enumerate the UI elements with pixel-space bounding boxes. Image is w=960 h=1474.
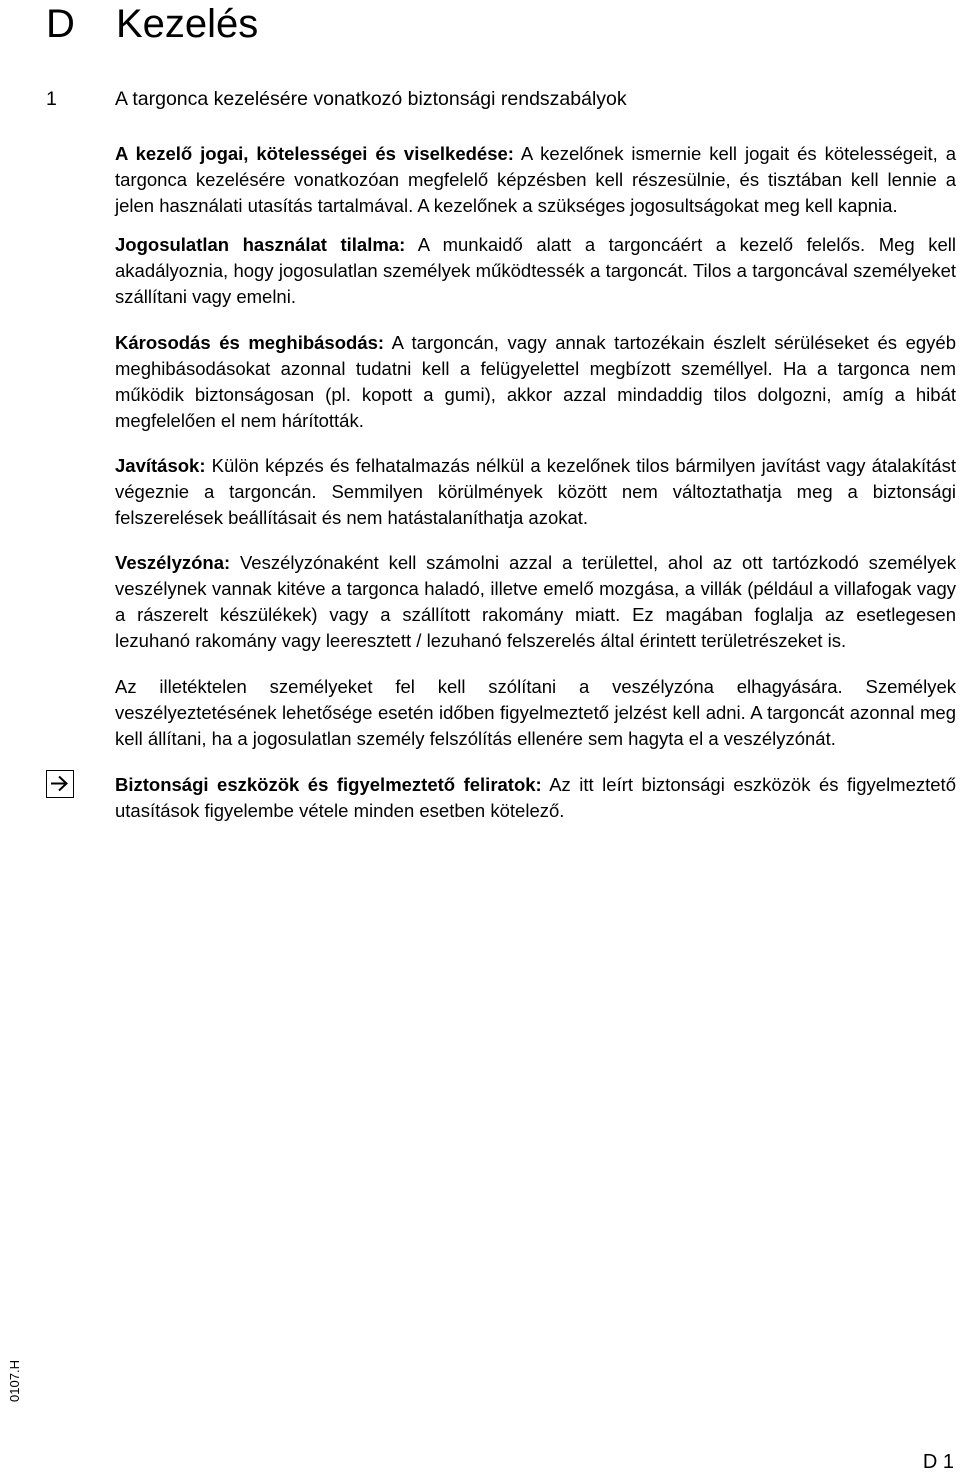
paragraph-heading: Veszélyzóna: [115, 552, 231, 573]
paragraph-body: Az itt leírt biztonsági eszközök és figyelmeztető utasítások figyelembe vétele minden esetben kötelező. [115, 774, 956, 821]
paragraph-heading: Javítások: [115, 455, 206, 476]
chapter-title: Kezelés [116, 2, 259, 46]
paragraph-safety-devices [115, 772, 956, 824]
chapter-heading [46, 0, 258, 48]
paragraph-body: Az illetéktelen személyeket fel kell szólítani a veszélyzóna elhagyására. Személyek veszélyeztetésének lehetősége esetén időben figyelmeztető jelzést kell adni. A targoncát azonnal meg kell állítani, ha a jogosulatlan személy felszólítás ellenére sem hagyta el a veszélyzónát. [115, 676, 956, 749]
paragraph-body: Külön képzés és felhatalmazás nélkül a kezelőnek tilos bármilyen javítást vagy átalakítást végeznie a targoncán. Semmilyen körülmények között nem változtathatja meg a biztonsági felszerelések beállításait és nem hatástalaníthatja azokat. [115, 455, 956, 528]
paragraph-danger-zone [115, 550, 956, 654]
paragraph-body: Veszélyzónaként kell számolni azzal a területtel, ahol az ott tartózkodó személyek veszélynek vannak kitéve a targonca haladó, illetve emelő mozgása, a villák (például a villafogak vagy a rászerelt készülékek) vagy a szállított rakomány miatt. Ez magában foglalja az esetlegesen lezuhanó rakomány vagy leeresztett / lezuhanó felszerelés által érintett területrészeket is. [115, 552, 956, 651]
paragraph-body: A targoncán, vagy annak tartozékain észlelt sérüléseket és egyéb meghibásodásokat azonnal tudatni kell a felügyelettel megbízott személlyel. Ha a targonca nem működik biztonságosan (pl. kopott a gumi), akkor azzal mindaddig tilos dolgozni, amíg a hibát megfelelően el nem hárították. [115, 332, 956, 431]
paragraph-body: A kezelőnek ismernie kell jogait és kötelességeit, a targonca kezelésére vonatkozóan megfelelő képzésben kell részesülnie, és tisztában kell lennie a jelen használati utasítás tartalmával. A kezelőnek a szükséges jogosultságokat meg kell kapnia. [115, 143, 956, 216]
paragraph-body: A munkaidő alatt a targoncáért a kezelő felelős. Meg kell akadályoznia, hogy jogosulatlan személyek működtessék a targoncát. Tilos a targoncával személyeket szállítani vagy emelni. [115, 234, 956, 307]
chapter-letter: D [46, 2, 75, 46]
paragraph-operator-rights [115, 141, 956, 219]
body-content [115, 141, 956, 824]
paragraph-heading: Károsodás és meghibásodás: [115, 332, 385, 353]
paragraph-damage [115, 330, 956, 434]
paragraph-heading: Biztonsági eszközök és figyelmeztető feliratok: [115, 774, 542, 795]
document-id: 0107.H [7, 1360, 22, 1402]
paragraph-unauthorized-use [115, 232, 956, 310]
boxed-right-arrow-icon [46, 770, 74, 798]
arrow-right-icon [47, 771, 72, 796]
paragraph-repairs [115, 453, 956, 531]
paragraph-heading: Jogosulatlan használat tilalma: [115, 234, 406, 255]
page-number: D 1 [922, 1451, 954, 1473]
section-number: 1 [46, 88, 57, 110]
section-heading [46, 86, 627, 112]
paragraph-danger-zone-note [115, 674, 956, 752]
section-title: A targonca kezelésére vonatkozó biztonsági rendszabályok [115, 88, 627, 110]
paragraph-heading: A kezelő jogai, kötelességei és viselkedése: [115, 143, 514, 164]
